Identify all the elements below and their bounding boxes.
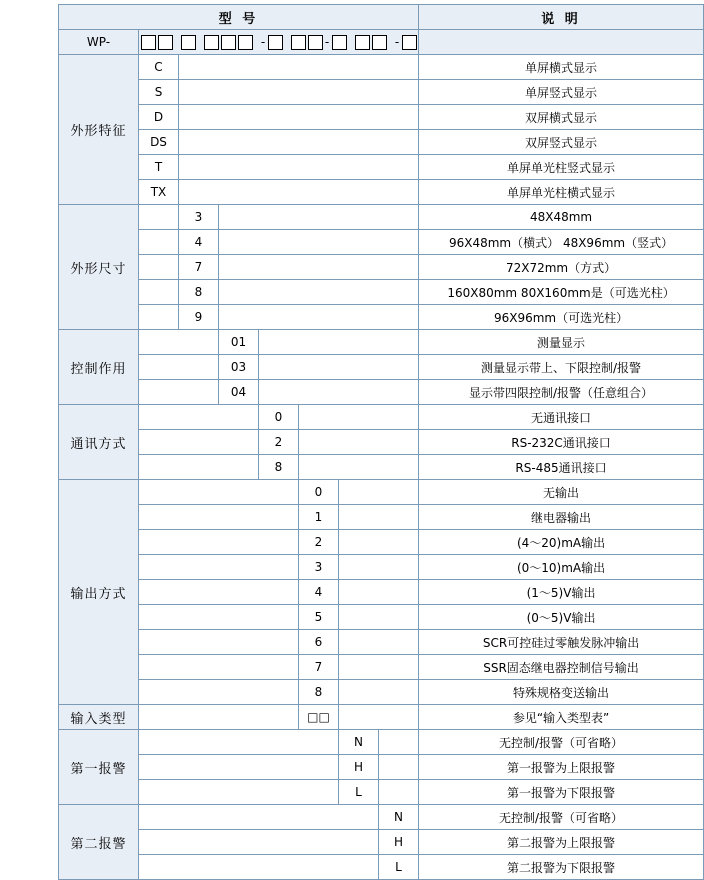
spacer-cell bbox=[139, 355, 219, 380]
spacer-cell bbox=[219, 305, 419, 330]
code-cell: 9 bbox=[179, 305, 219, 330]
code-cell: H bbox=[379, 830, 419, 855]
spacer-cell bbox=[139, 505, 299, 530]
header-model: 型 号 bbox=[59, 5, 419, 30]
code-cell: T bbox=[139, 155, 179, 180]
desc-cell: 无控制/报警（可省略） bbox=[419, 805, 704, 830]
spacer-cell bbox=[139, 855, 379, 880]
spacer-cell bbox=[339, 705, 419, 730]
spacer-cell bbox=[139, 630, 299, 655]
table-row bbox=[59, 180, 704, 205]
code-cell: 4 bbox=[179, 230, 219, 255]
table-row bbox=[59, 480, 704, 505]
pattern-box bbox=[332, 35, 347, 50]
spacer-cell bbox=[339, 655, 419, 680]
spacer-cell bbox=[299, 405, 419, 430]
table-row bbox=[59, 405, 704, 430]
spacer-cell bbox=[259, 355, 419, 380]
code-cell: D bbox=[139, 105, 179, 130]
spacer-cell bbox=[139, 780, 339, 805]
desc-cell: 96X96mm（可选光柱） bbox=[419, 305, 704, 330]
pattern-box bbox=[221, 35, 236, 50]
code-cell: 7 bbox=[299, 655, 339, 680]
model-specification-table bbox=[58, 4, 704, 880]
code-cell: 0 bbox=[259, 405, 299, 430]
pattern-box bbox=[268, 35, 283, 50]
spacer-cell bbox=[179, 180, 419, 205]
table-row bbox=[59, 805, 704, 830]
code-cell: TX bbox=[139, 180, 179, 205]
spacer-cell bbox=[339, 605, 419, 630]
spacer-cell bbox=[139, 680, 299, 705]
spacer-cell bbox=[379, 755, 419, 780]
table-row bbox=[59, 580, 704, 605]
category-input-type: 输入类型 bbox=[59, 705, 139, 730]
table-row bbox=[59, 855, 704, 880]
desc-cell: 第二报警为下限报警 bbox=[419, 855, 704, 880]
table-row bbox=[59, 730, 704, 755]
desc-cell: SCR可控硅过零触发脉冲输出 bbox=[419, 630, 704, 655]
pattern-box bbox=[181, 35, 196, 50]
pattern-box bbox=[238, 35, 253, 50]
spacer-cell bbox=[179, 55, 419, 80]
spacer-cell bbox=[139, 405, 259, 430]
code-cell: C bbox=[139, 55, 179, 80]
spacer-cell bbox=[139, 655, 299, 680]
table-row bbox=[59, 630, 704, 655]
pattern-dash: - bbox=[260, 35, 266, 49]
table-row bbox=[59, 455, 704, 480]
spacer-cell bbox=[179, 80, 419, 105]
code-cell: 8 bbox=[299, 680, 339, 705]
code-cell: 6 bbox=[299, 630, 339, 655]
pattern-box bbox=[291, 35, 306, 50]
desc-cell: 单屏竖式显示 bbox=[419, 80, 704, 105]
desc-cell: 72X72mm（方式） bbox=[419, 255, 704, 280]
table-row bbox=[59, 655, 704, 680]
code-cell: 8 bbox=[259, 455, 299, 480]
desc-cell: 特殊规格变送输出 bbox=[419, 680, 704, 705]
table-row bbox=[59, 705, 704, 730]
spacer-cell bbox=[139, 205, 179, 230]
desc-cell: 160X80mm 80X160mm是（可选光柱） bbox=[419, 280, 704, 305]
table-row bbox=[59, 355, 704, 380]
table-row bbox=[59, 380, 704, 405]
header-description: 说 明 bbox=[419, 5, 704, 30]
spacer-cell bbox=[139, 380, 219, 405]
spacer-cell bbox=[139, 580, 299, 605]
pattern-box bbox=[402, 35, 417, 50]
code-cell: N bbox=[379, 805, 419, 830]
table-row bbox=[59, 130, 704, 155]
spacer-cell bbox=[339, 680, 419, 705]
pattern-box bbox=[308, 35, 323, 50]
desc-cell: 第二报警为上限报警 bbox=[419, 830, 704, 855]
code-cell: 1 bbox=[299, 505, 339, 530]
spacer-cell bbox=[179, 105, 419, 130]
desc-cell: (0～5)V输出 bbox=[419, 605, 704, 630]
spacer-cell bbox=[219, 255, 419, 280]
table-header-row bbox=[59, 5, 704, 30]
spacer-cell bbox=[139, 530, 299, 555]
code-cell: S bbox=[139, 80, 179, 105]
spacer-cell bbox=[339, 480, 419, 505]
pattern-box bbox=[372, 35, 387, 50]
desc-cell: SSR固态继电器控制信号输出 bbox=[419, 655, 704, 680]
spacer-cell bbox=[339, 555, 419, 580]
desc-cell: 第一报警为上限报警 bbox=[419, 755, 704, 780]
spacer-cell bbox=[139, 230, 179, 255]
page-root bbox=[0, 4, 703, 875]
category-alarm-1: 第一报警 bbox=[59, 730, 139, 805]
desc-cell: 测量显示带上、下限控制/报警 bbox=[419, 355, 704, 380]
model-pattern-row bbox=[59, 30, 704, 55]
desc-cell: 测量显示 bbox=[419, 330, 704, 355]
model-pattern-desc-blank bbox=[419, 30, 704, 55]
spacer-cell bbox=[299, 455, 419, 480]
code-cell: □□ bbox=[299, 705, 339, 730]
spacer-cell bbox=[379, 730, 419, 755]
table-row bbox=[59, 80, 704, 105]
desc-cell: 单屏单光柱竖式显示 bbox=[419, 155, 704, 180]
code-cell: 04 bbox=[219, 380, 259, 405]
pattern-box bbox=[204, 35, 219, 50]
spacer-cell bbox=[219, 280, 419, 305]
spacer-cell bbox=[139, 280, 179, 305]
desc-cell: 无通讯接口 bbox=[419, 405, 704, 430]
spacer-cell bbox=[219, 230, 419, 255]
spacer-cell bbox=[139, 255, 179, 280]
category-appearance: 外形特征 bbox=[59, 55, 139, 205]
desc-cell: 第一报警为下限报警 bbox=[419, 780, 704, 805]
model-prefix: WP- bbox=[59, 30, 139, 55]
code-cell: 0 bbox=[299, 480, 339, 505]
table-row bbox=[59, 830, 704, 855]
pattern-dash: - bbox=[324, 35, 330, 49]
category-alarm-2: 第二报警 bbox=[59, 805, 139, 880]
spacer-cell bbox=[339, 505, 419, 530]
code-cell: N bbox=[339, 730, 379, 755]
spacer-cell bbox=[139, 705, 299, 730]
desc-cell: RS-232C通讯接口 bbox=[419, 430, 704, 455]
code-cell: 7 bbox=[179, 255, 219, 280]
desc-cell: 参见“输入类型表” bbox=[419, 705, 704, 730]
spacer-cell bbox=[139, 805, 379, 830]
code-cell: L bbox=[339, 780, 379, 805]
desc-cell: (4～20)mA输出 bbox=[419, 530, 704, 555]
desc-cell: 双屏竖式显示 bbox=[419, 130, 704, 155]
category-communication: 通讯方式 bbox=[59, 405, 139, 480]
desc-cell: 显示带四限控制/报警（任意组合） bbox=[419, 380, 704, 405]
spacer-cell bbox=[139, 755, 339, 780]
desc-cell: 单屏横式显示 bbox=[419, 55, 704, 80]
table-row bbox=[59, 605, 704, 630]
table-row bbox=[59, 330, 704, 355]
desc-cell: (1～5)V输出 bbox=[419, 580, 704, 605]
desc-cell: 无控制/报警（可省略） bbox=[419, 730, 704, 755]
code-cell: DS bbox=[139, 130, 179, 155]
category-output: 输出方式 bbox=[59, 480, 139, 705]
spacer-cell bbox=[339, 630, 419, 655]
spacer-cell bbox=[179, 130, 419, 155]
table-row bbox=[59, 555, 704, 580]
desc-cell: 单屏单光柱横式显示 bbox=[419, 180, 704, 205]
spacer-cell bbox=[179, 155, 419, 180]
spacer-cell bbox=[139, 830, 379, 855]
desc-cell: 双屏横式显示 bbox=[419, 105, 704, 130]
table-row bbox=[59, 155, 704, 180]
table-row bbox=[59, 55, 704, 80]
pattern-box bbox=[158, 35, 173, 50]
pattern-box bbox=[355, 35, 370, 50]
spacer-cell bbox=[299, 430, 419, 455]
code-cell: 4 bbox=[299, 580, 339, 605]
table-row bbox=[59, 230, 704, 255]
spacer-cell bbox=[139, 480, 299, 505]
code-cell: 8 bbox=[179, 280, 219, 305]
spacer-cell bbox=[139, 555, 299, 580]
category-control: 控制作用 bbox=[59, 330, 139, 405]
table-row bbox=[59, 205, 704, 230]
pattern-box bbox=[141, 35, 156, 50]
table-row bbox=[59, 255, 704, 280]
code-cell: 03 bbox=[219, 355, 259, 380]
desc-cell: 继电器输出 bbox=[419, 505, 704, 530]
pattern-dash: - bbox=[394, 35, 400, 49]
table-row bbox=[59, 430, 704, 455]
desc-cell: RS-485通讯接口 bbox=[419, 455, 704, 480]
spacer-cell bbox=[379, 780, 419, 805]
table-row bbox=[59, 105, 704, 130]
code-cell: 2 bbox=[299, 530, 339, 555]
category-dimensions: 外形尺寸 bbox=[59, 205, 139, 330]
table-row bbox=[59, 305, 704, 330]
model-pattern-boxes bbox=[139, 30, 419, 55]
code-cell: L bbox=[379, 855, 419, 880]
code-cell: 2 bbox=[259, 430, 299, 455]
desc-cell: 96X48mm（横式） 48X96mm（竖式） bbox=[419, 230, 704, 255]
code-cell: 3 bbox=[299, 555, 339, 580]
table-row bbox=[59, 680, 704, 705]
table-row bbox=[59, 530, 704, 555]
spacer-cell bbox=[139, 605, 299, 630]
spacer-cell bbox=[259, 380, 419, 405]
code-cell: 5 bbox=[299, 605, 339, 630]
spacer-cell bbox=[339, 580, 419, 605]
desc-cell: 无输出 bbox=[419, 480, 704, 505]
table-row bbox=[59, 780, 704, 805]
spacer-cell bbox=[139, 305, 179, 330]
table-row bbox=[59, 505, 704, 530]
code-cell: 3 bbox=[179, 205, 219, 230]
spacer-cell bbox=[139, 430, 259, 455]
desc-cell: 48X48mm bbox=[419, 205, 704, 230]
spacer-cell bbox=[259, 330, 419, 355]
code-cell: H bbox=[339, 755, 379, 780]
code-cell: 01 bbox=[219, 330, 259, 355]
spacer-cell bbox=[139, 330, 219, 355]
table-row bbox=[59, 755, 704, 780]
spacer-cell bbox=[139, 730, 339, 755]
spacer-cell bbox=[219, 205, 419, 230]
table-row bbox=[59, 280, 704, 305]
spacer-cell bbox=[339, 530, 419, 555]
spacer-cell bbox=[139, 455, 259, 480]
desc-cell: (0～10)mA输出 bbox=[419, 555, 704, 580]
